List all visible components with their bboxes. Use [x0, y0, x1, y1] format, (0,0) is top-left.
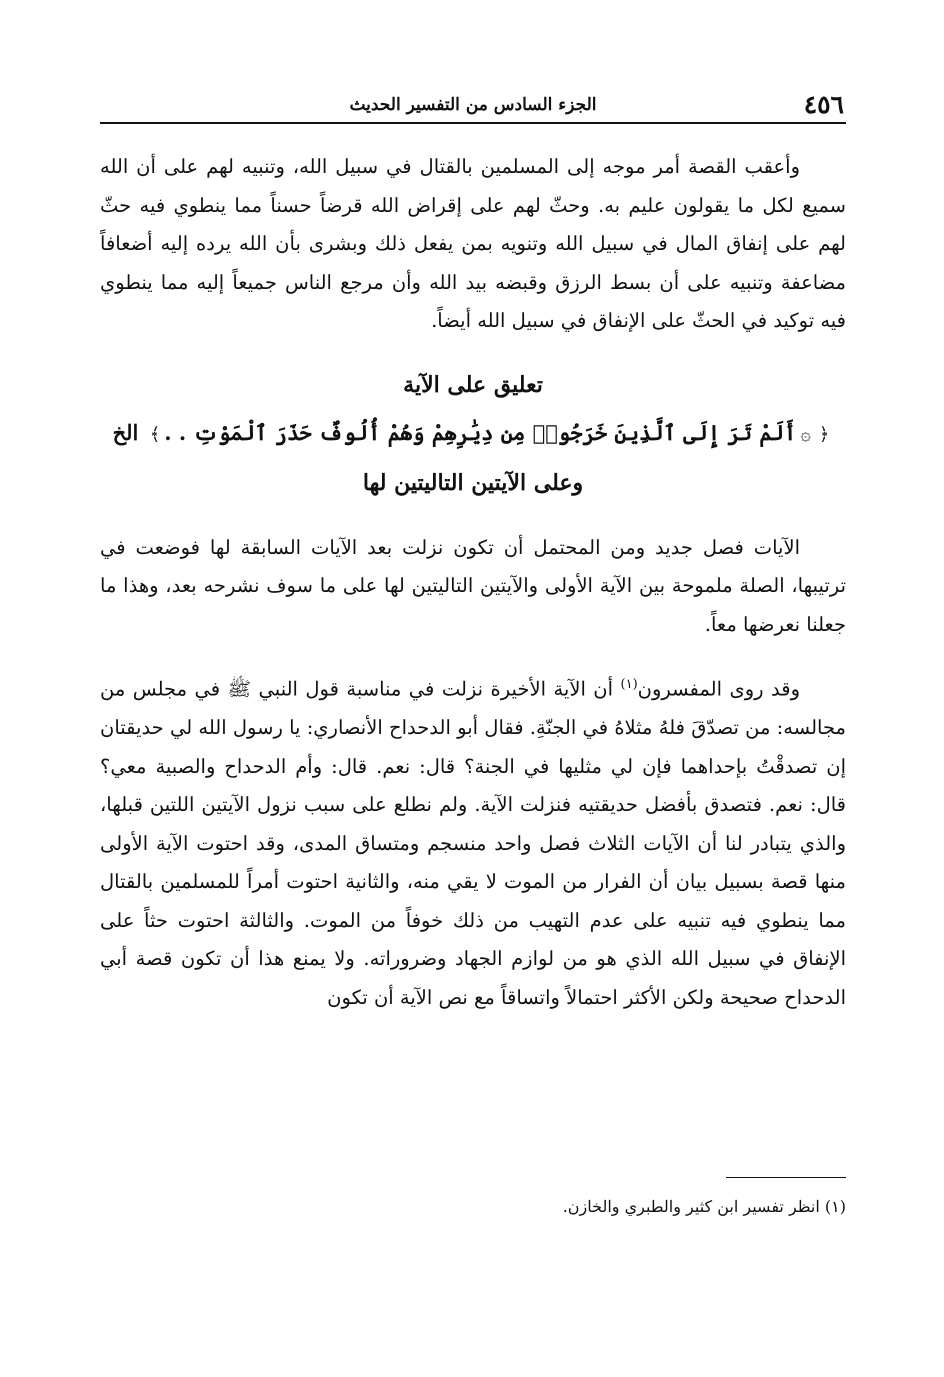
paragraph-narration — [100, 666, 846, 1017]
page-header — [100, 88, 846, 124]
paragraph-intro: وأعقب القصة أمر موجه إلى المسلمين بالقتال في سبيل الله، وتنبيه لهم على أن الله سميع لكل ما يقولون عليم به. وحثّ لهم على إقراض الله قرضاً حسناً مما ينطوي فيه حثّ لهم على إنفاق المال في سبيل الله وتنويه بمن يفعل ذلك وبشرى بأن الله يرده إليه أضعافاً مضاعفة وتنبيه على أن بسط الرزق وقبضه بيد الله وأن مرجع الناس جميعاً إليه مما ينطوي فيه توكيد في الحثّ على الإنفاق في سبيل الله أيضاً. — [100, 155, 846, 332]
footnote-text: انظر تفسير ابن كثير والطبري والخازن. — [562, 1197, 820, 1216]
paragraph-section: الآيات فصل جديد ومن المحتمل أن تكون نزلت بعد الآيات السابقة لها فوضعت في ترتيبها، الصلة ملموحة بين الآية الأولى والآيتين التاليتين لها على ما سوف نشرحه بعد، وهذا ما جعلنا نعرضها معاً. — [100, 535, 846, 636]
verse-text: أَلَمْ تَرَ إِلَى ٱلَّذِينَ خَرَجُوا۟ مِن دِيَٰرِهِمْ وَهُمْ أُلُوفٌ حَذَرَ ٱلْمَوْتِ . . — [164, 419, 797, 445]
footnote — [100, 1192, 846, 1222]
narration-lead: وقد روى المفسرون — [637, 677, 800, 701]
verse-close-bracket: ﴾ — [149, 423, 161, 445]
footnote-divider — [726, 1177, 846, 1178]
section-subheading: وعلى الآيتين التاليتين لها — [362, 469, 584, 496]
footnote-number: (١) — [824, 1197, 846, 1216]
page — [100, 0, 846, 1377]
narration-text: أن الآية الأخيرة نزلت في مناسبة قول النبي ﷺ في مجلس من مجالسه: من تصدّقَ فلهُ مثلاهُ في الجنّةِ. فقال أبو الدحداح الأنصاري: يا رسول الله لي حديقتان إن تصدقْتُ بإحداهما فإن لي مثليها في الجنة؟ قال: نعم. قال: وأم الدحداح والصبية معي؟ قال: نعم. فتصدق بأفضل حديقتيه فنزلت الآية. ولم نطلع على سبب نزول الآيتين اللتين قبلها، والذي يتبادر لنا أن الآيات الثلاث فصل واحد منسجم ومتساق المدى، وقد احتوت الآية الأولى منها قصة بسبيل بيان أن الفرار من الموت لا يقي منه، والثانية احتوت أمراً للمسلمين بالقتال مما ينطوي فيه تنبيه على عدم التهيب من ذلك خوفاً من الموت. والثالثة احتوت حثاً على الإنفاق في سبيل الله الذي هو من لوازم الجهاد وضروراته. ولا يمنع هذا أن تكون قصة أبي الدحداح صحيحة ولكن الأكثر احتمالاً واتساقاً مع نص الآية أن تكون — [100, 677, 846, 1009]
section-heading: تعليق على الآية — [403, 371, 543, 398]
verse-suffix: الخ — [112, 419, 139, 445]
verse-hizb-mark: ۞ — [800, 423, 811, 445]
page-number: ٤٥٦ — [803, 90, 844, 119]
footnote-reference: (١) — [620, 677, 638, 692]
verse-line — [100, 409, 846, 459]
body-text — [100, 148, 846, 1017]
verse-open-bracket: ﴿ — [818, 423, 830, 445]
running-title: الجزء السادس من التفسير الحديث — [349, 95, 597, 115]
